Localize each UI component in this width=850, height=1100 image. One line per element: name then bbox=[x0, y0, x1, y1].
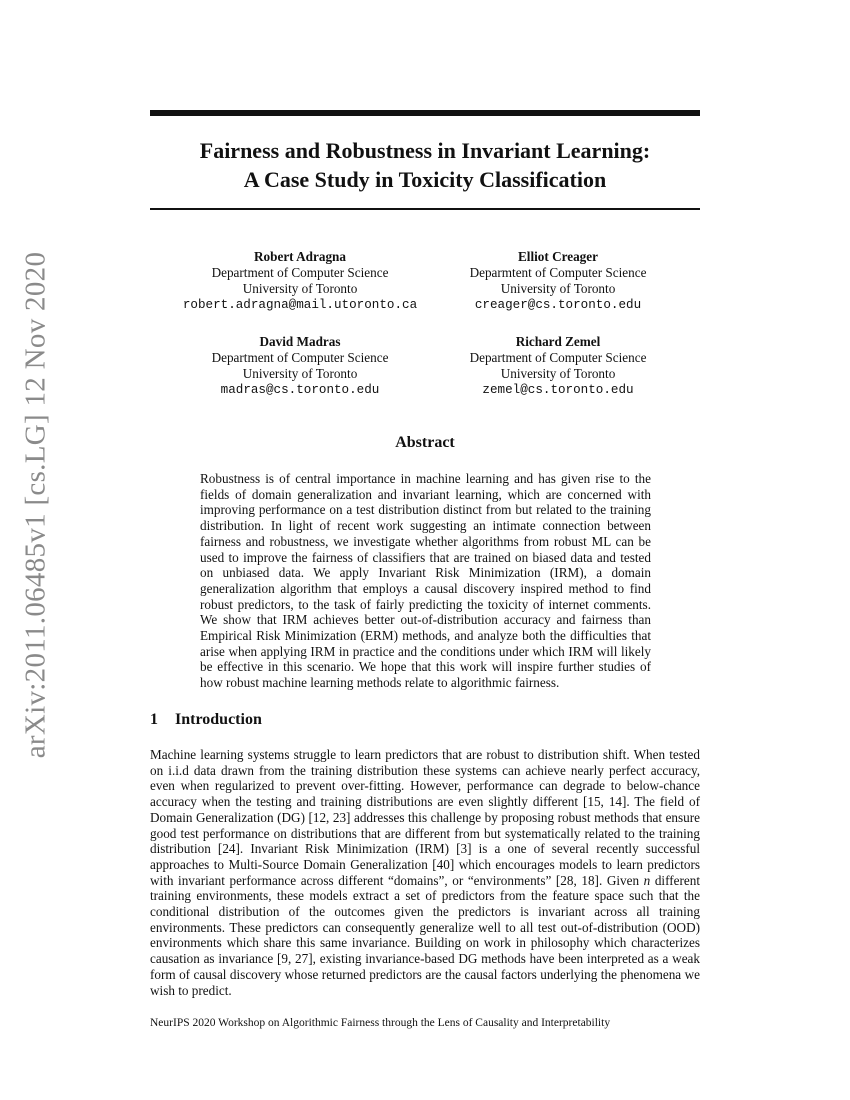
author-email[interactable]: robert.adragna@mail.utoronto.ca bbox=[182, 298, 418, 312]
author-university: University of Toronto bbox=[242, 281, 358, 296]
title-top-rule bbox=[150, 110, 700, 116]
author-department: Deparmtent of Computer Science bbox=[469, 265, 647, 280]
author-university: University of Toronto bbox=[500, 366, 616, 381]
title-bottom-rule bbox=[150, 208, 700, 210]
author-name: David Madras bbox=[259, 334, 341, 349]
author-name: Robert Adragna bbox=[254, 249, 346, 264]
arxiv-stamp: arXiv:2011.06485v1 [cs.LG] 12 Nov 2020 bbox=[19, 251, 52, 759]
intro-text-part-1: Machine learning systems struggle to learn predictors that are robust to distribution shift. When tested on i.i.d data drawn from the training distribution these systems can achieve nearly perfect accuracy, even when regularized to prevent over-fitting. However, performance can degrade to below-chance accuracy when the testing and training distributions are even slightly different [15, 14]. The field of Domain Generalization (DG) [12, 23] addresses this challenge by proposing robust methods that ensure good test performance on distributions that are different from but systematically related to the training distribution [24]. Invariant Risk Minimization (IRM) [3] is a one of several recently successful approaches to Multi-Source Domain Generalization [40] which encourages models to learn predictors with invariant performance across different “domains”, or “environments” [28, 18]. Given bbox=[150, 747, 700, 888]
paper-title-line-1: Fairness and Robustness in Invariant Learning: bbox=[199, 138, 651, 163]
footer-venue-note: NeurIPS 2020 Workshop on Algorithmic Fairness through the Lens of Causality and Interpretability bbox=[150, 1017, 611, 1029]
section-heading-introduction bbox=[150, 711, 262, 729]
author-email[interactable]: creager@cs.toronto.edu bbox=[474, 298, 642, 312]
author-university: University of Toronto bbox=[242, 366, 358, 381]
author-university: University of Toronto bbox=[500, 281, 616, 296]
author-department: Department of Computer Science bbox=[211, 350, 389, 365]
author-name: Elliot Creager bbox=[518, 249, 598, 264]
abstract-text: Robustness is of central importance in machine learning and has given rise to the fields of domain generalization and invariant learning, which are concerned with improving performance on a test distribution distinct from but related to the training distribution. In light of recent work suggesting an intimate connection between fairness and robustness, we investigate whether algorithms from robust ML can be used to improve the fairness of classifiers that are trained on biased data and tested on unbiased data. We apply Invariant Risk Minimization (IRM), a domain generalization algorithm that employs a causal discovery inspired method to find robust predictors, to the task of fairly predicting the toxicity of internet comments. We show that IRM achieves better out-of-distribution accuracy and fairness than Empirical Risk Minimization (ERM) methods, and analyze both the difficulties that arise when applying IRM in practice and the conditions under which IRM will likely be effective in this scenario. We hope that this work will inspire further studies of how robust machine learning methods relate to algorithmic fairness. bbox=[200, 471, 651, 691]
author-department: Department of Computer Science bbox=[469, 350, 647, 365]
math-variable-n: n bbox=[643, 872, 651, 888]
author-email[interactable]: zemel@cs.toronto.edu bbox=[482, 383, 634, 397]
section-title: Introduction bbox=[175, 711, 262, 728]
introduction-text bbox=[150, 747, 700, 998]
section-number: 1 bbox=[150, 711, 158, 728]
author-block bbox=[170, 334, 430, 398]
paper-title bbox=[150, 136, 700, 194]
author-block bbox=[170, 249, 430, 313]
author-block bbox=[428, 334, 688, 398]
author-block bbox=[428, 249, 688, 313]
intro-text-part-2: different training environments, these models extract a set of predictors from the feature space such that the conditional distribution of the outcomes given the predictors is invariant across all training environments. These predictors can consequently generalize well to all test out-of-distribution (OOD) environments which share this same invariance. Building on work in philosophy which characterizes causation as invariance [9, 27], existing invariance-based DG methods have been interpreted as a weak form of causal discovery whose returned predictors are the causal factors underlying the phenomena we wish to predict. bbox=[150, 872, 700, 998]
paper-title-line-2: A Case Study in Toxicity Classification bbox=[243, 167, 607, 192]
abstract-heading: Abstract bbox=[395, 434, 455, 451]
author-name: Richard Zemel bbox=[515, 334, 601, 349]
author-email[interactable]: madras@cs.toronto.edu bbox=[220, 383, 380, 397]
author-department: Department of Computer Science bbox=[211, 265, 389, 280]
